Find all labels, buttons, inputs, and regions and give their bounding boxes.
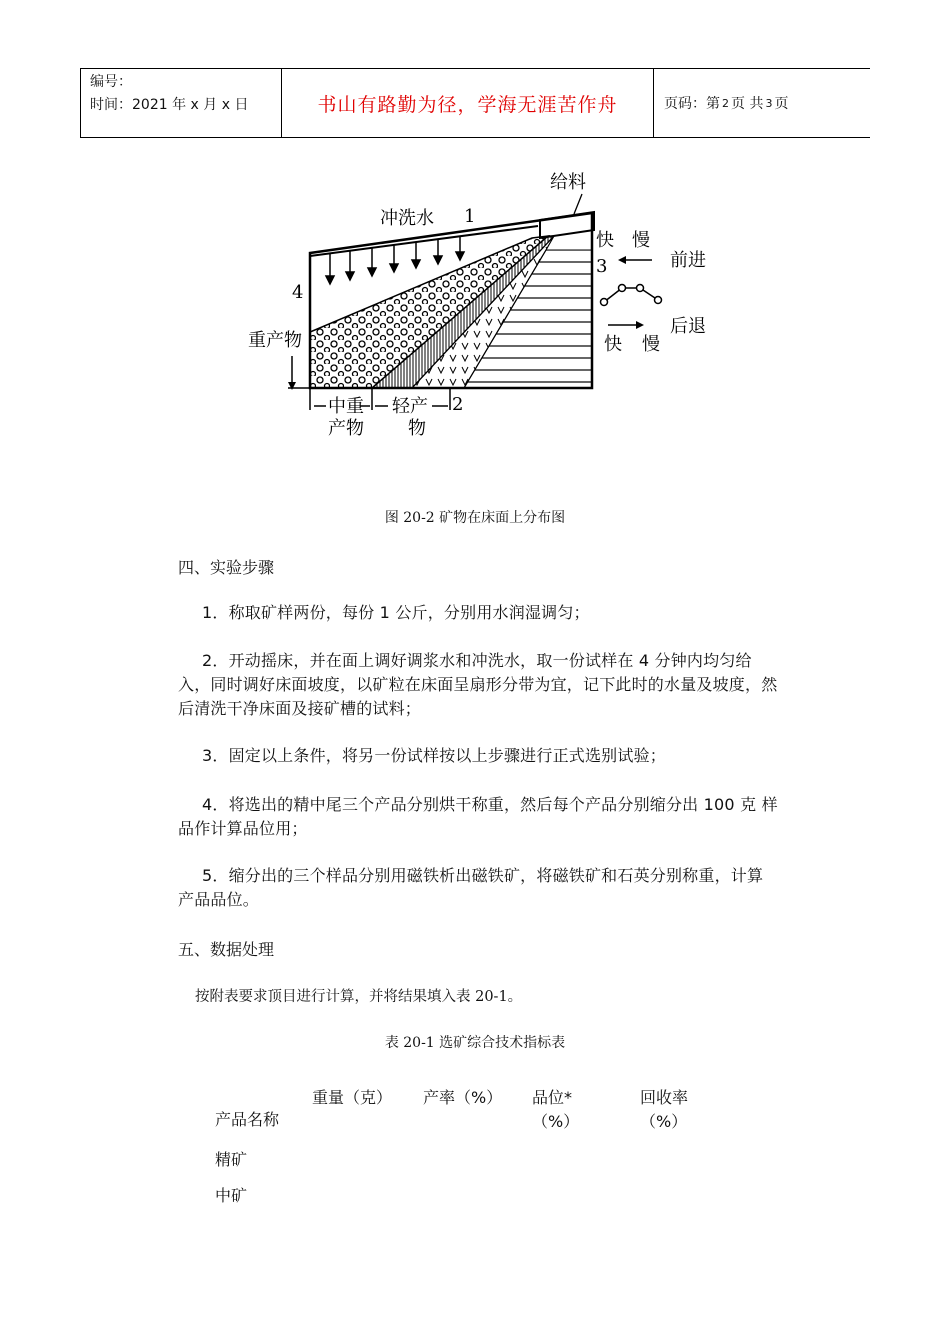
col-grade-2: （%）	[532, 1112, 580, 1131]
step-3: 3．固定以上条件，将另一份试样按以上步骤进行正式选别试验；	[202, 746, 666, 765]
page-mid: 页 共	[731, 96, 764, 112]
col-weight: 重量（克）	[312, 1088, 393, 1107]
motion-curve	[604, 288, 658, 302]
label-2: 2	[452, 394, 464, 415]
section-title-data: 五、数据处理	[178, 940, 275, 959]
label-middle-2: 产物	[328, 418, 364, 439]
section-title-steps: 四、实验步骤	[178, 558, 275, 577]
document-date: 时间：2021 年 x 月 x 日	[90, 97, 249, 113]
page-suffix: 页	[774, 96, 789, 112]
label-slow-bottom: 慢	[642, 334, 660, 355]
label-middle-1: 中重	[328, 396, 364, 417]
label-light-2: 物	[408, 418, 426, 439]
data-intro: 按附表要求顶目进行计算，并将结果填入表 20-1。	[195, 989, 523, 1005]
label-light-1: 轻产	[392, 396, 428, 417]
page-indicator	[654, 69, 870, 137]
page-current: 2	[722, 96, 729, 110]
table-caption: 表 20-1 选矿综合技术指标表	[384, 1035, 566, 1051]
step-4: 4．将选出的精中尾三个产品分别烘干称重，然后每个产品分别缩分出 100 克 样品作计算品位用；	[178, 795, 778, 838]
label-fast-bottom: 快	[604, 334, 622, 355]
step-5: 5．缩分出的三个样品分别用磁铁析出磁铁矿，将磁铁矿和石英分别称重，计算产品品位。	[178, 866, 764, 909]
col-recovery-1: 回收率	[640, 1088, 689, 1107]
col-product-name: 产品名称	[215, 1110, 280, 1129]
col-recovery-2: （%）	[640, 1112, 688, 1131]
label-1: 1	[464, 206, 476, 227]
page-total: 3	[765, 96, 773, 110]
table-row: 中矿	[215, 1186, 248, 1205]
page-header	[80, 68, 870, 138]
col-grade-1: 品位*	[532, 1088, 573, 1107]
step-1: 1．称取矿样两份，每份 1 公斤，分别用水润湿调匀；	[202, 603, 590, 622]
label-slow-top: 慢	[632, 230, 650, 251]
col-yield: 产率（%）	[423, 1088, 503, 1107]
label-fast-top: 快	[596, 230, 614, 251]
label-4: 4	[292, 282, 304, 303]
label-wash-water: 冲洗水	[380, 208, 434, 229]
shaking-table-diagram	[232, 160, 732, 460]
header-meta	[80, 69, 282, 137]
label-3: 3	[596, 256, 608, 277]
label-forward: 前进	[670, 250, 706, 271]
table-row: 精矿	[215, 1150, 248, 1169]
step-2: 2．开动摇床，并在面上调好调浆水和冲洗水，取一份试样在 4 分钟内均匀给入，同时调好床面坡度，以矿粒在床面呈扇形分带为宜，记下此时的水量及坡度，然后清洗干净床面及接矿槽的试料；	[178, 651, 778, 718]
document-number: 编号：	[90, 74, 132, 90]
header-motto: 书山有路勤为径，学海无涯苦作舟	[282, 69, 654, 137]
page-prefix: 页码：第	[664, 96, 720, 112]
figure-caption: 图 20-2 矿物在床面上分布图	[384, 510, 566, 526]
label-backward: 后退	[670, 316, 706, 337]
label-heavy: 重产物	[248, 330, 302, 351]
feed-trough	[540, 212, 594, 238]
label-feed: 给料	[550, 172, 586, 193]
